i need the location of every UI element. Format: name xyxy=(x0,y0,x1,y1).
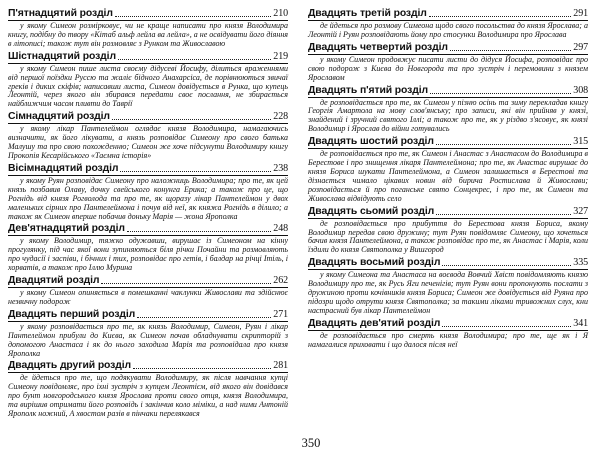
summary-line: в Берестові та дізнається чимало цікавих новин від бирича xyxy=(308,166,589,185)
chapter-summary xyxy=(8,289,288,307)
chapter-page-number: 219 xyxy=(273,50,288,62)
summary-line: де йдеться про розмову Симеона щодо свого посольства xyxy=(320,21,515,30)
dot-leader xyxy=(429,15,572,17)
summary-line: з Києва до Новгорода та про зустріч і перемовини з князем xyxy=(363,63,589,73)
summary-line: на кінну прогулянку, під час якої вони зупиняються біля річки xyxy=(8,236,289,255)
toc-entry[interactable] xyxy=(308,257,588,316)
dot-leader xyxy=(436,213,571,215)
chapter-page-number: 248 xyxy=(273,223,288,235)
toc-entry[interactable] xyxy=(308,8,588,40)
chapter-heading xyxy=(8,163,288,174)
summary-line: про те, як цей князь позбавив Олаву, дочку свейського xyxy=(8,175,289,194)
chapter-heading xyxy=(308,8,588,19)
chapter-title: Двадцять дев'ятий розділ xyxy=(308,317,441,329)
summary-line: і лікар Пантелеймон прибули до Києва, як Симеон почав xyxy=(8,321,289,340)
toc-entry[interactable] xyxy=(8,275,288,307)
chapter-summary xyxy=(308,22,588,40)
dot-leader xyxy=(442,325,571,327)
summary-line: про записи, які він прийняв у князі, знайдений і зручний святого xyxy=(308,106,588,125)
summary-line: Симеону про свого батька Малушу та про свою похожденню; xyxy=(8,133,288,152)
chapter-summary xyxy=(308,271,588,316)
chapter-summary xyxy=(308,99,588,135)
summary-line: у якому Володимир, тяжко одужавши, вирушає із Симеоном xyxy=(20,236,252,246)
summary-line: у якому Симеон продовжує писати листи xyxy=(320,54,468,64)
dot-leader xyxy=(133,367,271,369)
chapter-page-number: 238 xyxy=(273,162,288,174)
summary-line: де розповідається про те, як Симеон у пізню осінь та зиму xyxy=(320,97,527,107)
summary-line: про стосунки Володимира про Ярослава xyxy=(429,29,567,39)
summary-line: його розповідь і закінчив коло міміки, а над ними Антоній xyxy=(88,400,289,410)
chapter-heading xyxy=(8,111,288,122)
chapter-heading xyxy=(308,257,588,268)
toc-entry[interactable] xyxy=(8,360,288,419)
summary-line: Іллі; а також про те, як у різдво з'ясовує, як князі Володимир xyxy=(308,115,588,134)
dot-leader xyxy=(450,49,571,51)
toc-entry[interactable] xyxy=(308,85,588,135)
toc-entry[interactable] xyxy=(8,223,288,273)
chapter-title: П'ятнадцятий розділ xyxy=(8,8,113,19)
chapter-heading xyxy=(8,8,288,19)
dot-leader xyxy=(137,316,271,318)
chapter-page-number: 291 xyxy=(573,8,588,19)
summary-line: про те, як щоразу лікар Пантелеймон у двох маленьких сірних xyxy=(8,193,289,212)
summary-line: розповідає про те, як Анастас і Марія, коли їздили до князя xyxy=(308,236,589,255)
chapter-heading xyxy=(308,85,588,96)
chapter-heading xyxy=(8,51,288,62)
chapter-title: Двадцять четвертий розділ xyxy=(308,41,448,53)
toc-entry[interactable] xyxy=(8,309,288,359)
dot-leader xyxy=(101,282,271,284)
summary-line: заходила Марія та розповідала про князя Ярополка xyxy=(8,339,289,358)
chapter-page-number: 315 xyxy=(573,136,588,148)
chapter-summary xyxy=(8,374,288,419)
chapter-heading xyxy=(308,206,588,217)
summary-line: як і Я намагалися приховати і що далося після неї xyxy=(308,330,588,349)
chapter-summary xyxy=(8,22,288,49)
toc-entry[interactable] xyxy=(308,136,588,203)
toc-entry[interactable] xyxy=(8,163,288,222)
chapter-page-number: 297 xyxy=(573,41,588,53)
toc-entry[interactable] xyxy=(308,206,588,256)
chapter-summary xyxy=(308,56,588,83)
chapter-page-number: 335 xyxy=(573,257,588,269)
chapter-page-number: 271 xyxy=(273,308,288,320)
summary-line: і Ярослав до війни готувались xyxy=(347,124,450,134)
summary-line: у якому Симеон опиняється в помешканні чаклунки xyxy=(20,288,202,298)
summary-line: у якому Симеона та Анастаса на воєвода Вовчий Хвіст повідомляють xyxy=(320,270,566,280)
toc-entry[interactable] xyxy=(308,42,588,83)
dot-leader xyxy=(120,170,271,172)
summary-line: до Володимира в Берестове і про знищення лікаря xyxy=(308,149,589,168)
chapter-title: Двадцять п'ятий розділ xyxy=(308,84,429,96)
chapter-heading xyxy=(8,360,288,371)
summary-line: як Симеон вперше побачив доньку Марія — жона Ярополка xyxy=(34,211,238,221)
chapter-summary xyxy=(308,332,588,350)
chapter-page-number: 210 xyxy=(273,8,288,19)
summary-line: князю Володимиру про те, як Русь Яги печенігів; тут Руян xyxy=(308,270,588,289)
chapter-title: Вісімнадцятий розділ xyxy=(8,162,119,174)
summary-line: у якому розповідається про те, як князь Володимир, Симеон, Руян xyxy=(20,321,262,331)
summary-line: Ярополк ножний, А хвостом разів в пінчаки перелякався xyxy=(8,409,200,419)
chapter-heading xyxy=(308,136,588,147)
summary-line: де йдеться про те, що подякувати Володимиру, як після навчання xyxy=(20,373,267,383)
summary-line: Володимира книгу, подібну до твору «Кітаб альф лейла ва xyxy=(8,21,289,39)
summary-line: Симеон же хоче підсунути Володимиру книгу Прокопія Кесарійського «Таємна історія» xyxy=(8,142,289,160)
summary-line: у якому Симеон розмірковує, чи не краще написати про князя xyxy=(20,21,244,30)
summary-line: перекладав книгу Георгія Амартола на мову слов'янську; xyxy=(308,97,588,116)
dot-leader xyxy=(127,230,271,232)
chapter-title: Двадцять сьомий розділ xyxy=(308,205,435,217)
summary-line: розмовляє з Рунком та Живославою xyxy=(102,38,226,48)
toc-entry[interactable] xyxy=(308,318,588,350)
summary-line: Почайни та розмовляють про чудасії і заспіви, і бічних і тих, xyxy=(8,245,289,264)
chapter-heading xyxy=(8,223,288,234)
chapter-page-number: 262 xyxy=(273,275,288,287)
chapter-summary xyxy=(8,323,288,359)
chapter-summary xyxy=(8,125,288,161)
chapter-title: Двадцять восьмий розділ xyxy=(308,257,441,269)
summary-line: у якому Руян розповідає Симеону про наложниць Володимира; xyxy=(20,175,236,185)
chapter-title: Двадцять перший розділ xyxy=(8,308,136,320)
chapter-heading xyxy=(308,318,588,329)
chapter-page-number: 281 xyxy=(273,360,288,372)
summary-line: де розповідається про прибуття до Берестова князя Бориса, xyxy=(320,218,562,228)
summary-line: обладнувати скрипторій з допомогою Анастаса і як до нього xyxy=(8,330,289,349)
toc-entry[interactable] xyxy=(8,8,288,49)
summary-line: про підозри щодо отрути князя Святополка; за такими ліками xyxy=(308,288,588,306)
summary-line: де розповідається про те, як Симеон і Анастас з Анастасом xyxy=(320,149,530,159)
toc-entry[interactable] xyxy=(8,51,288,110)
summary-line: Пантелеймона; про те, як Анастас вирушає до князя Бориса xyxy=(308,158,588,176)
summary-line: Ярославом xyxy=(308,72,345,82)
summary-line: вони пропонують послати з дружиною проти кочівників xyxy=(308,279,589,298)
chapter-summary xyxy=(8,237,288,273)
chapter-page-number: 308 xyxy=(573,84,588,96)
summary-line: Ростислава й Живослави; розповідається й про поганське свято xyxy=(308,175,589,194)
summary-line: лейла», а не освідувати його діяння в літописі; також тут він xyxy=(8,29,289,48)
dot-leader xyxy=(112,118,271,120)
summary-line: розповідає про гетів, і балдар на річці Ітіль, і хорватів, а також xyxy=(8,254,288,273)
summary-line: шукати Пантелеймона, а Симеон залишається xyxy=(358,166,529,176)
summary-line: від якого він довідався про бунт новгородського князя Ярослава xyxy=(8,382,289,401)
summary-line: тривожних слух, кни настрасний був лікар Пантелеймон xyxy=(308,296,589,315)
summary-line: якого він збирався передати своє послання, не збирається xyxy=(67,90,289,100)
chapter-heading xyxy=(8,309,288,320)
chapter-page-number: 327 xyxy=(573,205,588,217)
summary-line: у якому Симеон пише листа своєму дідусеві Йосифу, ділиться xyxy=(20,63,242,73)
chapter-heading xyxy=(8,275,288,286)
chapter-title: Дев'ятнадцятий розділ xyxy=(8,223,125,235)
chapter-title: Двадцятий розділ xyxy=(8,275,100,287)
summary-line: Святополка у Вишгород xyxy=(361,245,444,255)
summary-line: князя Бориса; Симеон же довідується від Руяна xyxy=(407,288,574,298)
summary-line: Живослави та здійснює незвичну подорож xyxy=(8,288,288,306)
chapter-title: Сімнадцятий розділ xyxy=(8,111,110,123)
summary-line: проти свого отця, князя Володимира, та вирішив отримати xyxy=(8,391,288,410)
summary-line: до дідуся Йосифа, розповідає про свою подорож xyxy=(308,54,588,73)
page-number: 350 xyxy=(301,436,321,450)
chapter-summary xyxy=(8,177,288,222)
chapter-title: Двадцять третій розділ xyxy=(308,8,427,19)
summary-line: де порівнюються звичаї греків і диких скіфів; написавши xyxy=(8,72,288,91)
chapter-page-number: 228 xyxy=(273,111,288,123)
summary-line: листа, Симеон довідується в Рунка, що купець Леонтій, через xyxy=(8,81,288,100)
dot-leader xyxy=(442,264,571,266)
dot-leader xyxy=(436,143,571,145)
summary-line: найближчим часом пливти до Таврії xyxy=(8,99,133,109)
dot-leader xyxy=(430,92,571,94)
summary-line: де розповідається про смерть князя Володимира; про те, ще xyxy=(320,330,557,340)
chapter-title: Шістнадцятий розділ xyxy=(8,50,116,62)
summary-line: Сонцекрес, і про те, як Симеон та Живослава відвідують село xyxy=(308,184,588,203)
chapter-heading xyxy=(308,42,588,53)
summary-line: намагаючись визначити, як його лікувати, а князь розповідає xyxy=(8,124,288,143)
chapter-title: Двадцять шостий розділ xyxy=(308,136,434,148)
toc-entry[interactable] xyxy=(8,111,288,161)
summary-line: враженнями від першої поїздки Руссю та жаліє бідного Анахарсіса, xyxy=(8,63,289,82)
summary-line: конунга Ерика; а також про це, що Рогнідь від князя Рогволода та xyxy=(8,184,289,203)
summary-line: якому Володимир передав свою дружину; тут Руян повідомляє xyxy=(308,218,589,237)
summary-line: Симеону, що хочеться бачив князя Пантелеймона, а також xyxy=(308,227,588,246)
chapter-summary xyxy=(8,65,288,110)
chapter-title: Двадцять другий розділ xyxy=(8,360,132,372)
summary-line: купці Симеону повідомляє, про іхні зустріч з купцем Леонтієм, xyxy=(8,373,289,392)
chapter-page-number: 341 xyxy=(573,317,588,329)
dot-leader xyxy=(118,58,271,60)
dot-leader xyxy=(115,15,271,17)
toc-right-column xyxy=(308,8,588,352)
summary-line: до князя Ярослава; а Леонтій і Руян розповідають йому xyxy=(308,21,589,39)
summary-line: про Іллю Мурина xyxy=(74,263,133,273)
chapter-summary xyxy=(308,220,588,256)
summary-line: у якому лікар Пантелеймон оглядає князя Володимира, xyxy=(20,124,237,134)
summary-line: про Пантелеймона і почув від неї, як княжа Рогнідь в ділило; а також xyxy=(8,202,288,221)
toc-left-column xyxy=(8,8,288,421)
chapter-summary xyxy=(308,150,588,203)
